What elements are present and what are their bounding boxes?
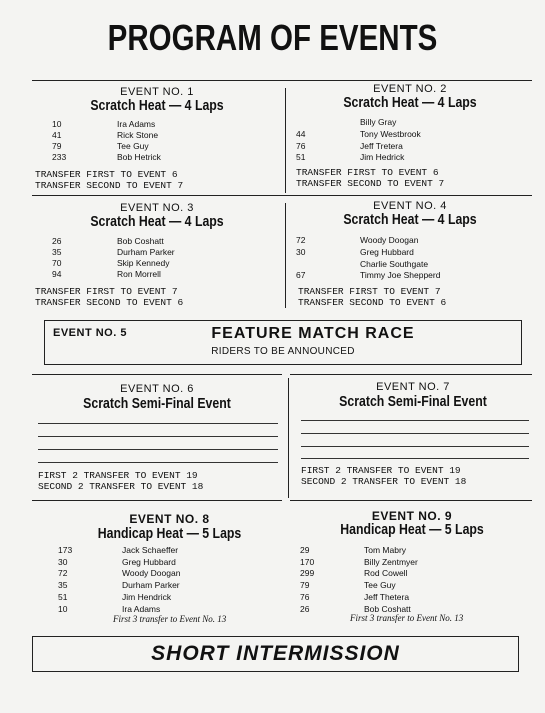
intermission-box: [32, 636, 519, 672]
rider-number: 173: [58, 545, 73, 555]
row-rule: [290, 500, 532, 501]
intermission-label: SHORT INTERMISSION: [151, 642, 400, 665]
event-3: [32, 199, 282, 311]
row-rule: [32, 195, 532, 196]
transfer-second: TRANSFER SECOND TO EVENT 7: [35, 180, 184, 191]
rider-name: Greg Hubbard: [122, 557, 176, 567]
rider-row: [32, 592, 297, 604]
rider-row: [290, 259, 530, 271]
rider-name: Bob Coshatt: [364, 604, 411, 614]
event-1: [32, 84, 282, 194]
rider-number: 51: [58, 592, 68, 602]
rider-row: [32, 247, 282, 259]
rider-name: Timmy Joe Shepperd: [360, 270, 441, 280]
top-rule: [32, 80, 532, 81]
column-divider: [285, 88, 286, 193]
blank-entry-line: [301, 446, 529, 447]
rider-name: Ira Adams: [122, 604, 161, 614]
event-number: EVENT NO. 4: [373, 200, 447, 212]
rider-name: Tom Mabry: [364, 545, 407, 555]
rider-number: 10: [52, 119, 62, 129]
event-subtitle: Scratch Semi-Final Event: [339, 393, 487, 410]
rider-number: 29: [300, 545, 310, 555]
rider-number: 72: [296, 235, 306, 245]
rider-number: 79: [52, 141, 62, 151]
transfer-first: FIRST 2 TRANSFER TO EVENT 19: [301, 465, 461, 476]
rider-number: 30: [296, 247, 306, 257]
blank-entry-line: [38, 462, 278, 463]
rider-name: Durham Parker: [122, 580, 180, 590]
column-divider: [285, 203, 286, 308]
rider-row: [290, 270, 530, 282]
row-rule: [32, 374, 282, 375]
blank-entry-line: [301, 420, 529, 421]
rider-number: 51: [296, 152, 306, 162]
rider-number: 72: [58, 568, 68, 578]
rider-row: [32, 152, 282, 164]
event-5-box: [44, 320, 522, 365]
rider-name: Bob Hetrick: [117, 152, 161, 162]
blank-entry-line: [301, 458, 529, 459]
rider-number: 30: [58, 557, 68, 567]
transfer-note: First 3 transfer to Event No. 13: [113, 614, 227, 624]
transfer-first: TRANSFER FIRST TO EVENT 6: [35, 169, 178, 180]
rider-row: [32, 545, 297, 557]
transfer-first: TRANSFER FIRST TO EVENT 7: [298, 286, 441, 297]
event-number: EVENT NO. 6: [120, 383, 194, 395]
transfer-note: First 3 transfer to Event No. 13: [350, 613, 464, 623]
rider-row: [290, 247, 530, 259]
rider-row: [292, 580, 532, 592]
rider-name: Tony Westbrook: [360, 129, 421, 139]
rider-number: 70: [52, 258, 62, 268]
rider-name: Charlie Southgate: [360, 259, 429, 269]
rider-number: 170: [300, 557, 315, 567]
rider-row: [290, 235, 530, 247]
event-number: EVENT NO. 1: [120, 86, 194, 98]
event-4: [290, 199, 530, 311]
rider-row: [290, 129, 530, 141]
rider-number: 41: [52, 130, 62, 140]
riders-announcement: RIDERS TO BE ANNOUNCED: [211, 346, 355, 357]
event-9: [292, 508, 532, 628]
rider-name: Tee Guy: [364, 580, 396, 590]
rider-number: 35: [52, 247, 62, 257]
event-subtitle: Scratch Semi-Final Event: [83, 395, 231, 412]
event-subtitle: Handicap Heat — 5 Laps: [340, 521, 484, 538]
rider-number: 10: [58, 604, 68, 614]
rider-row: [32, 130, 282, 142]
page-title: PROGRAM OF EVENTS: [107, 17, 438, 58]
event-2: [290, 84, 530, 194]
rider-row: [32, 141, 282, 153]
event-number: EVENT NO. 9: [371, 509, 453, 523]
rider-name: Rick Stone: [117, 130, 159, 140]
rider-row: [32, 119, 282, 131]
rider-name: Jeff Thetera: [364, 592, 410, 602]
event-8: [32, 508, 297, 628]
event-subtitle: Scratch Heat — 4 Laps: [90, 213, 224, 230]
rider-number: 67: [296, 270, 306, 280]
rider-name: Bob Coshatt: [117, 236, 164, 246]
rider-number: 35: [58, 580, 68, 590]
event-number: EVENT NO. 8: [129, 512, 210, 526]
rider-row: [290, 141, 530, 153]
rider-row: [32, 580, 297, 592]
row-rule: [32, 500, 282, 501]
event-number: EVENT NO. 7: [376, 381, 450, 393]
rider-name: Rod Cowell: [364, 568, 408, 578]
rider-row: [32, 557, 297, 569]
feature-title: FEATURE MATCH RACE: [211, 325, 415, 342]
event-number: EVENT NO. 3: [120, 202, 194, 214]
column-divider: [288, 378, 289, 498]
row-rule: [290, 374, 532, 375]
blank-entry-line: [301, 433, 529, 434]
rider-number: 299: [300, 568, 315, 578]
transfer-second: SECOND 2 TRANSFER TO EVENT 18: [38, 481, 204, 492]
blank-entry-line: [38, 449, 278, 450]
rider-name: Ron Morrell: [117, 269, 161, 279]
rider-row: [290, 152, 530, 164]
rider-number: 26: [52, 236, 62, 246]
transfer-first: TRANSFER FIRST TO EVENT 7: [35, 286, 178, 297]
rider-name: Skip Kennedy: [117, 258, 170, 268]
rider-number: 76: [300, 592, 310, 602]
rider-name: Jeff Tretera: [360, 141, 403, 151]
rider-name: Ira Adams: [117, 119, 156, 129]
event-6: [32, 380, 282, 500]
rider-row: [292, 592, 532, 604]
rider-name: Tee Guy: [117, 141, 149, 151]
event-number: EVENT NO. 2: [373, 83, 447, 95]
rider-number: 94: [52, 269, 62, 279]
rider-row: [290, 117, 530, 129]
event-subtitle: Handicap Heat — 5 Laps: [97, 525, 242, 542]
transfer-first: TRANSFER FIRST TO EVENT 6: [296, 167, 439, 178]
event-number: EVENT NO. 5: [53, 327, 127, 339]
rider-row: [292, 568, 532, 580]
rider-number: 79: [300, 580, 310, 590]
rider-row: [32, 568, 297, 580]
rider-row: [32, 258, 282, 270]
transfer-second: TRANSFER SECOND TO EVENT 6: [298, 297, 447, 308]
rider-name: Woody Doogan: [122, 568, 181, 578]
rider-row: [292, 545, 532, 557]
event-7: [293, 378, 533, 498]
rider-name: Billy Zentmyer: [364, 557, 418, 567]
transfer-second: SECOND 2 TRANSFER TO EVENT 18: [301, 476, 467, 487]
rider-row: [32, 236, 282, 248]
event-subtitle: Scratch Heat — 4 Laps: [90, 97, 224, 114]
rider-number: 44: [296, 129, 306, 139]
transfer-second: TRANSFER SECOND TO EVENT 6: [35, 297, 184, 308]
event-subtitle: Scratch Heat — 4 Laps: [343, 211, 477, 228]
rider-number: 233: [52, 152, 67, 162]
rider-number: 26: [300, 604, 310, 614]
transfer-first: FIRST 2 TRANSFER TO EVENT 19: [38, 470, 198, 481]
rider-number: 76: [296, 141, 306, 151]
rider-name: Woody Doogan: [360, 235, 419, 245]
rider-row: [32, 269, 282, 281]
rider-row: [292, 557, 532, 569]
rider-name: Billy Gray: [360, 117, 397, 127]
rider-name: Jack Schaeffer: [122, 545, 179, 555]
rider-name: Jim Hedrick: [360, 152, 405, 162]
transfer-second: TRANSFER SECOND TO EVENT 7: [296, 178, 445, 189]
rider-name: Greg Hubbard: [360, 247, 414, 257]
blank-entry-line: [38, 423, 278, 424]
rider-name: Jim Hendrick: [122, 592, 172, 602]
event-subtitle: Scratch Heat — 4 Laps: [343, 94, 477, 111]
blank-entry-line: [38, 436, 278, 437]
rider-name: Durham Parker: [117, 247, 175, 257]
